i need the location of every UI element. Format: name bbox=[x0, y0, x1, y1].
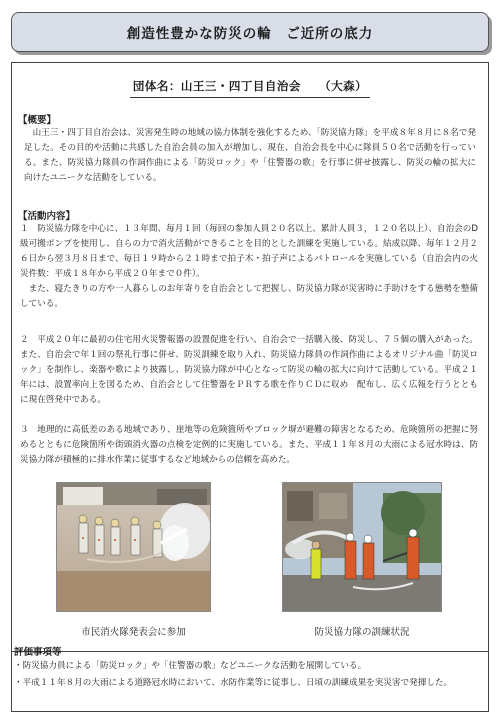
photo-caption-1: 市民消火隊発表会に参加 bbox=[81, 627, 186, 638]
overview-text: 山王三・四丁目自治会は、災害発生時の地域の協力体制を強化するため、「防災協力隊」を平成８年８月に８名で発足した。その目的や活動に共感した自治会員の加入が増加し、現在、自治会長を中心に隊員５０名で活動を行っている。また、防災協力隊員の作詞作曲による「防災ロック」や「住警器の歌」を行事に併せ披露し、防災の輪の拡大に向けたユニークな活動をしている。 bbox=[24, 128, 476, 183]
overview-label: 【概要】 bbox=[18, 115, 57, 126]
page-title-text: 創造性豊かな防災の輪 ご近所の底力 bbox=[126, 26, 374, 42]
photo-fire-drill-image bbox=[57, 483, 211, 612]
photo-training-hose-spray bbox=[282, 482, 442, 612]
activities-label: 【活動内容】 bbox=[18, 211, 76, 222]
photo-caption-2: 防災協力隊の訓練状況 bbox=[314, 627, 410, 638]
activity-item-1: １ 防災協力隊を中心に、１３年間、毎月１回（毎回の参加人員２０名以上、累計人員３，１２０名以上）、自治会のD級可搬ポンプを使用し、自らの力で消火活動ができることを目的とした訓練を実施している。結成以降、毎年１２月２６日から翌３月８日まで、毎日１９時から２１時まで拍子木・拍子声によるパトロールを実施している（自治会内の火災件数：平成１８年から平成２０年まで０件）。 また、寝たきりの方や一人暮らしのお年寄りを自治会として把握し、防災協力隊が災害時に手助けをする態勢を整備している。 bbox=[20, 224, 478, 309]
evaluation-line-2: ・平成１１年８月の大雨による道路冠水時において、水防作業等に従事し、日頃の訓練成果を実災害で発揮した。 bbox=[14, 678, 453, 688]
page-title bbox=[11, 12, 489, 52]
photo-fire-drill-competition bbox=[56, 482, 211, 612]
activity-item-2: ２ 平成２０年に最初の住宅用火災警報器の設置促進を行い、自治会で一括購入後、防災し、７５個の購入があった。また、自治会で年１回の祭礼行事に併せ、防災訓練を取り入れ、防災協力隊員の作詞作曲によるオリジナル曲「防災ロック」を制作し、楽器や歌により披露し、防災協力隊が中心となって防災の輪の拡大に向けて活動している。平成２１年には、設置率向上を図るため、自治会として住警器をＰＲする歌を作りＣＤに収め 配布し、広く広報を行うとともに現在啓発中である。 bbox=[20, 335, 478, 405]
group-name: 団体名：山王三・四丁目自治会 （大森） bbox=[130, 78, 370, 98]
evaluation-label: 評価事項等 bbox=[14, 647, 62, 658]
activity-item-3: ３ 地理的に高低差のある地域であり、崖地等の危険箇所やブロック塀が避難の障害となるため、危険箇所の把握に努めるとともに危険箇所や街頭消火器の点検を定例的に実施している。また、平成１１年８月の大雨による冠水時は、防災協力隊が積極的に排水作業に従事するなど地域からの信頼を高めた。 bbox=[20, 425, 478, 465]
evaluation-divider bbox=[11, 651, 489, 652]
evaluation-line-1: ・防災協力員による「防災ロック」や「住警器の歌」などユニークな活動を展開している。 bbox=[14, 661, 367, 671]
photo-training-image bbox=[283, 483, 442, 612]
